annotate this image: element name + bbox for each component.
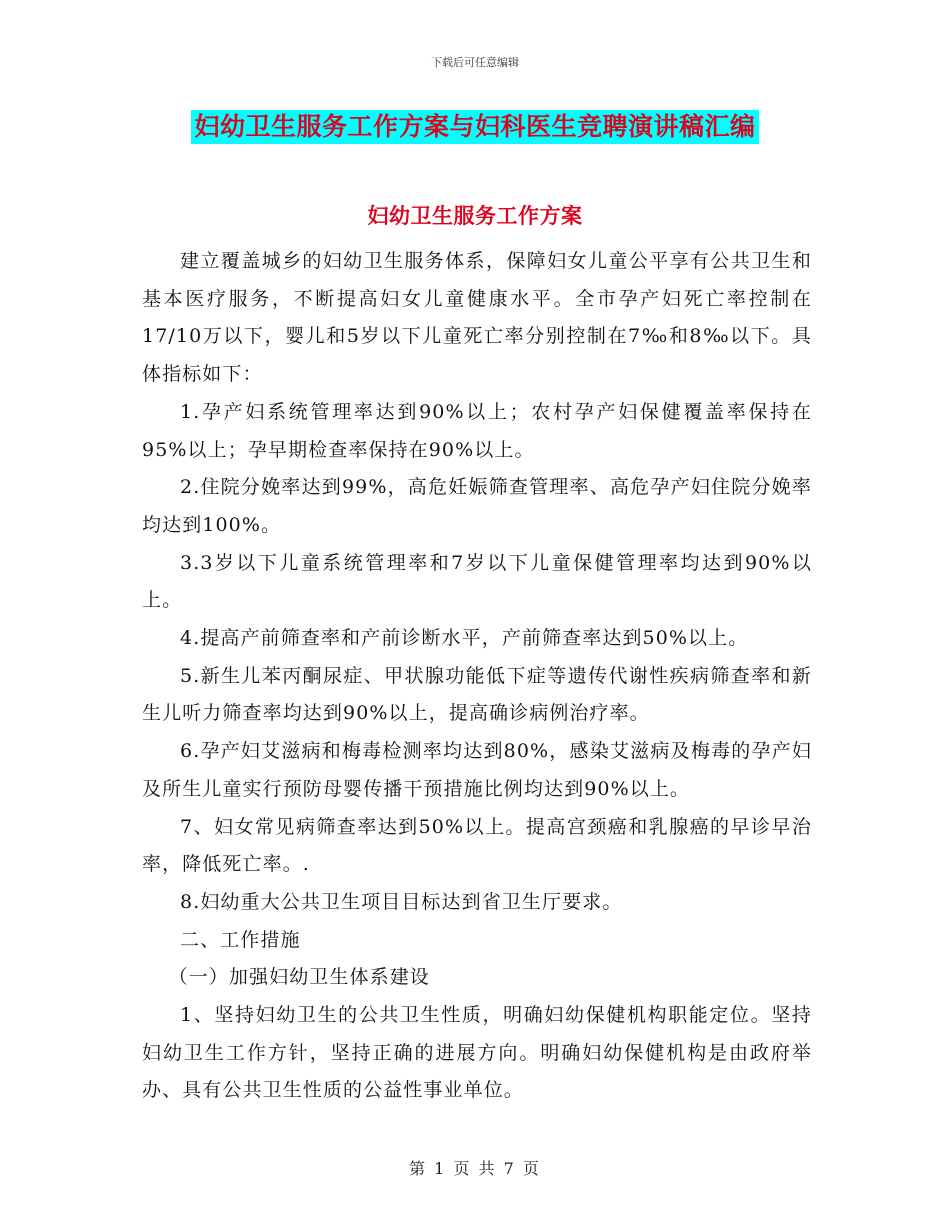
heading-work-measures: 二、工作措施 (180, 928, 301, 951)
paragraph-item-4: 4.提高产前筛查率和产前诊断水平，产前筛查率达到50%以上。 (180, 627, 749, 650)
paragraph-item-6: 6.孕产妇艾滋病和梅毒检测率均达到80%，感染艾滋病及梅毒的孕产妇及所生儿童实行预防母婴传播干预措施比例均达到90%以上。 (142, 740, 812, 800)
document-title: 妇幼卫生服务工作方案与妇科医生竞聘演讲稿汇编 (191, 110, 758, 144)
paragraph-item-3: 3.3岁以下儿童系统管理率和7岁以下儿童保健管理率均达到90%以上。 (142, 551, 812, 612)
paragraph-item-5: 5.新生儿苯丙酮尿症、甲状腺功能低下症等遗传代谢性疾病筛查率和新生儿听力筛查率均达到90%以上，提高确诊病例治疗率。 (142, 664, 812, 725)
document-title-container (0, 110, 950, 144)
header-note: 下载后可任意编辑 (431, 56, 519, 69)
paragraph-item-2: 2.住院分娩率达到99%，高危妊娠筛查管理率、高危孕产妇住院分娩率均达到100%。 (142, 476, 812, 536)
paragraph-measure-1: 1、坚持妇幼卫生的公共卫生性质，明确妇幼保健机构职能定位。坚持妇幼卫生工作方针，坚持正确的进展方向。明确妇幼保健机构是由政府举办、具有公共卫生性质的公益性事业单位。 (142, 1004, 812, 1102)
section-title: 妇幼卫生服务工作方案 (367, 204, 583, 228)
subheading-system-building: （一）加强妇幼卫生体系建设 (168, 966, 430, 989)
body-text (142, 243, 812, 1110)
paragraph-intro: 建立覆盖城乡的妇幼卫生服务体系，保障妇女儿童公平享有公共卫生和基本医疗服务，不断提高妇女儿童健康水平。全市孕产妇死亡率控制在17/10万以下，婴儿和5岁以下儿童死亡率分别控制在7‰和8‰以下。具体指标如下： (142, 250, 812, 386)
paragraph-item-7: 7、妇女常见病筛查率达到50%以上。提高宫颈癌和乳腺癌的早诊早治率，降低死亡率。. (142, 815, 812, 876)
paragraph-item-1: 1.孕产妇系统管理率达到90%以上；农村孕产妇保健覆盖率保持在95%以上；孕早期检查率保持在90%以上。 (142, 400, 812, 461)
page-footer: 第 1 页 共 7 页 (409, 1159, 541, 1178)
paragraph-item-8: 8.妇幼重大公共卫生项目目标达到省卫生厅要求。 (180, 890, 623, 913)
